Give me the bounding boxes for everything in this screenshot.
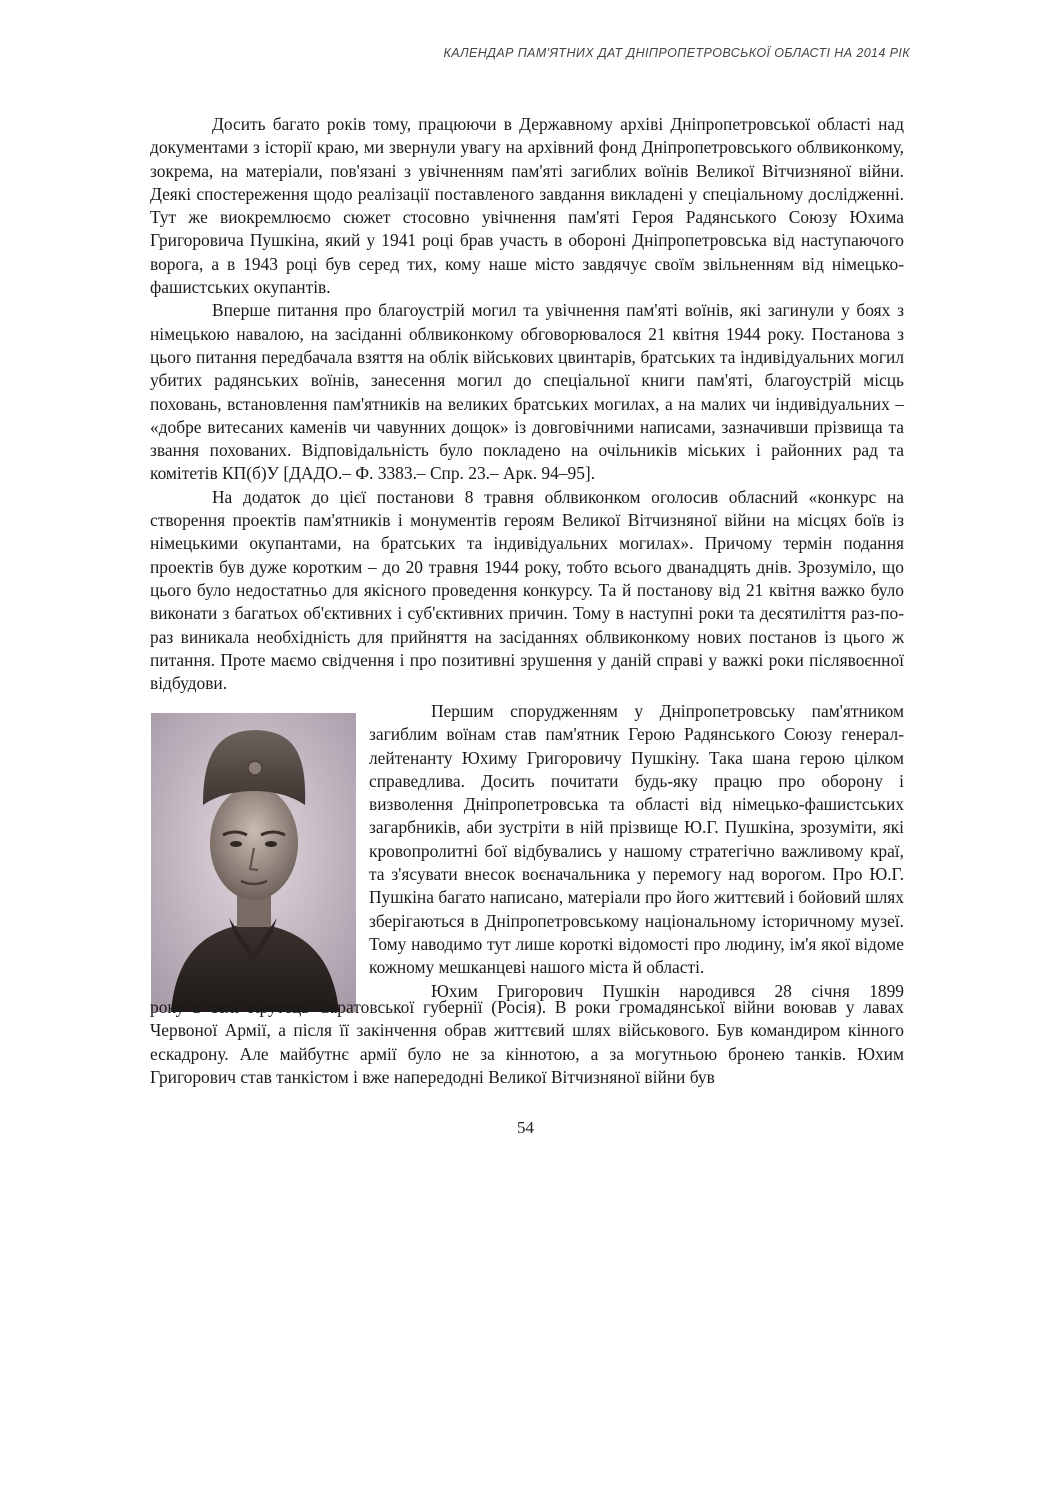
paragraph-intro: Досить багато років тому, працюючи в Державному архіві Дніпропетровської області над документами з історії краю, ми звернули увагу на архівний фонд Дніпропетровського облвиконкому, зокрема, на матеріали, пов'язані з увічненням пам'яті загиблих воїнів Великої Вітчизняної війни. Деякі спостереження щодо реалізації поставленого завдання викладені у спеціальному дослідженні. Тут же виокремлюємо сюжет стосовно увічнення пам'яті Героя Радянського Союзу Юхима Григоровича Пушкіна, який у 1941 році брав участь в обороні Дніпропетровська від наступаючого ворога, а в 1943 році був серед тих, кому наше місто завдячує своїм звільненням від німецько-фашистських окупантів.: [150, 114, 904, 298]
article-body-wrap: [369, 700, 904, 1003]
portrait-illustration: [151, 713, 356, 1012]
paragraph-biography: року в селі Крутець Саратовської губернії (Росія). В роки громадянської війни воював у лавах Червоної Армії, а після її закінчення обрав життєвий шлях військового. Був командиром кінного ескадрону. Але майбутнє армії було не за кіннотою, а за могутньою бронею танків. Юхим Григорович став танкістом і вже напередодні Великої Вітчизняної війни був: [150, 997, 904, 1087]
running-header: КАЛЕНДАР ПАМ'ЯТНИХ ДАТ ДНІПРОПЕТРОВСЬКОЇ ОБЛАСТІ НА 2014 РІК: [443, 46, 910, 60]
paragraph-biography-start: Юхим Григорович Пушкін народився 28 січня 1899: [431, 980, 904, 1001]
paragraph-first-resolution: Вперше питання про благоустрій могил та увічнення пам'яті воїнів, які загинули у боях з німецькою навалою, на засіданні облвиконкому обговорювалося 21 квітня 1944 року. Постанова з цього питання передбачала взяття на облік військових цвинтарів, братських та індивідуальних могил убитих радянських воїнів, занесення могил до спеціальної книги пам'яті, благоустрій місць поховань, встановлення пам'ятників на великих братських могилах, а на малих чи індивідуальних – «добре витесаних каменів чи чавунних дощок» із довговічними написами, зазначивши прізвища та звання похованих. Відповідальність було покладено на очільників міських і районних рад та комітетів КП(б)У [ДАДО.– Ф. 3383.– Спр. 23.– Арк. 94–95].: [150, 300, 904, 484]
paragraph-competition: На додаток до цієї постанови 8 травня облвиконком оголосив обласний «конкурс на створення проектів пам'ятників і монументів героям Великої Вітчизняної війни на місцях боїв із німецькими окупантами, на братських та індивідуальних могилах». Причому термін подання проектів був дуже коротким – до 20 травня 1944 року, тобто всього дванадцять днів. Зрозуміло, що цього було недостатньо для якісного проведення конкурсу. Та й постанову від 21 квітня важко було виконати з багатьох об'єктивних і суб'єктивних причин. Тому в наступні роки та десятиліття раз-по-раз виникала необхідність для прийняття на засіданнях облвиконкому нових постанов із цього ж питання. Проте маємо свідчення і про позитивні зрушення у даній справі у важкі роки післявоєнної відбудови.: [150, 486, 904, 694]
portrait-photo: [151, 713, 356, 1012]
paragraph-monument: Першим спорудженням у Дніпропетровську пам'ятником загиблим воїнам став пам'ятник Герою Радянського Союзу генерал-лейтенанту Юхиму Григоровичу Пушкіну. Така шана герою цілком справедлива. Досить почитати будь-яку працю про оборону і визволення Дніпропетровська та області від німецько-фашистських загарбників, аби зустріти в ній прізвище Ю.Г. Пушкіна, зрозуміти, які кровопролитні бої відбувались у нашому стратегічно важливому краї, та з'ясувати внесок воєначальника у перемогу над ворогом. Про Ю.Г. Пушкіна багато написано, матеріали про його життєвий і бойовий шлях зберігаються в Дніпропетровському національному історичному музеї. Тому наводимо тут лише короткі відомості про людину, ім'я якої відоме кожному мешканцеві нашого міста й області.: [369, 701, 904, 978]
article-body-bottom: [150, 996, 904, 1089]
article-body-top: [150, 113, 904, 695]
page-number: 54: [517, 1118, 534, 1137]
